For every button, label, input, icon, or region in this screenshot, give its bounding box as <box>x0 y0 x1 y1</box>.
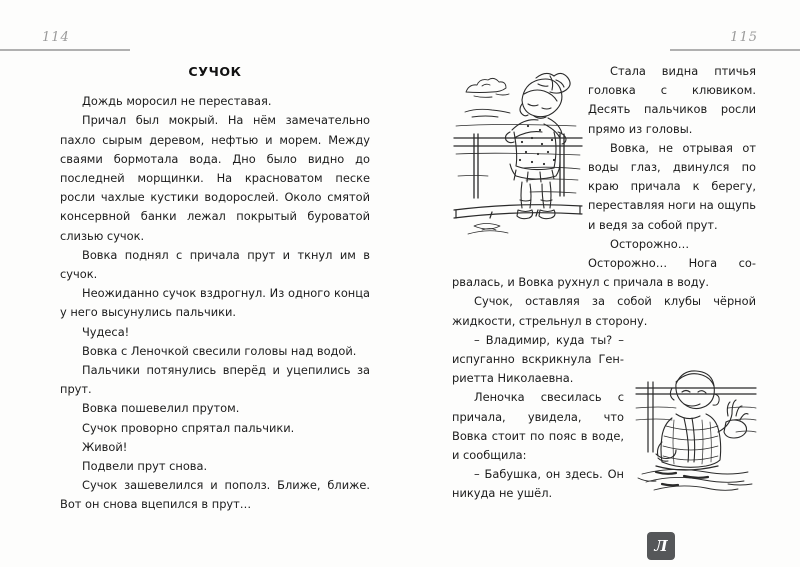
illustration-boy-in-water <box>632 362 760 498</box>
paragraph: – Владимир, куда ты? – испуганно вскрикнула Генриетта Николаевна. <box>452 332 624 386</box>
paragraph: – Бабушка, он здесь. Он никуда не ушёл. <box>452 467 624 501</box>
publisher-logo-letter: Л <box>654 536 668 555</box>
folio-right: 115 <box>670 30 800 51</box>
paragraph: Вовка поднял с причала прут и ткнул им в сучок. <box>60 247 370 282</box>
publisher-logo <box>647 532 675 560</box>
paragraph: Вовка пошевелил прутом. <box>82 401 240 416</box>
paragraph: Неожиданно сучок вздрогнул. Из одного конца у него высунулись пальчики. <box>60 286 370 320</box>
paragraph: Осторожно… Осторожно… Нога сорвалась, и Вовка рухнул с причала в воду. <box>452 236 756 290</box>
left-text-column <box>60 62 370 515</box>
illustration-girl-on-pier <box>452 60 584 256</box>
paragraph: Дождь моросил не переставая. <box>82 94 272 109</box>
paragraph: Вовка, не отрывая от воды глаз, двинулся по краю причала к берегу, переставляя ноги на ощупь и ведя за собой прут. <box>588 140 756 232</box>
paragraph: Вовка с Леночкой свесили головы над водой. <box>82 343 357 358</box>
cloud-icon <box>465 78 510 117</box>
paragraph: Подвели прут снова. <box>82 459 208 474</box>
paragraph: Пальчики потянулись вперёд и уцепились за прут. <box>60 363 370 397</box>
paragraph: Леночка свесилась с причала, увидела, что Вовка стоит по пояс в воде, и сообщила: <box>452 390 624 463</box>
paragraph: Сучок проворно спрятал пальчики. <box>82 420 295 435</box>
paragraph: Причал был мокрый. На нём замечательно пахло сырым деревом, нефтью и морем. Между сваями бормотала вода. Дно было видно до последней морщинки. На красноватом песке росли чахлые кустики водорослей. Около смятой консервной банки лежал покрытый буроватой слизью сучок. <box>60 113 370 243</box>
paragraph: Живой! <box>82 439 128 454</box>
story-title: СУЧОК <box>188 64 242 79</box>
paragraph: Сучок зашевелился и пополз. Ближе, ближе. Вот он снова вцепился в прут… <box>60 478 370 512</box>
paragraph: Сучок, оставляя за собой клубы чёрной жидкости, стрельнул в сторону. <box>452 294 756 328</box>
paragraph: Стала видна птичья головка с клювиком. Десять пальчиков росли прямо из головы. <box>588 64 756 136</box>
folio-left: 114 <box>0 30 130 51</box>
paragraph: Чудеса! <box>82 324 130 339</box>
